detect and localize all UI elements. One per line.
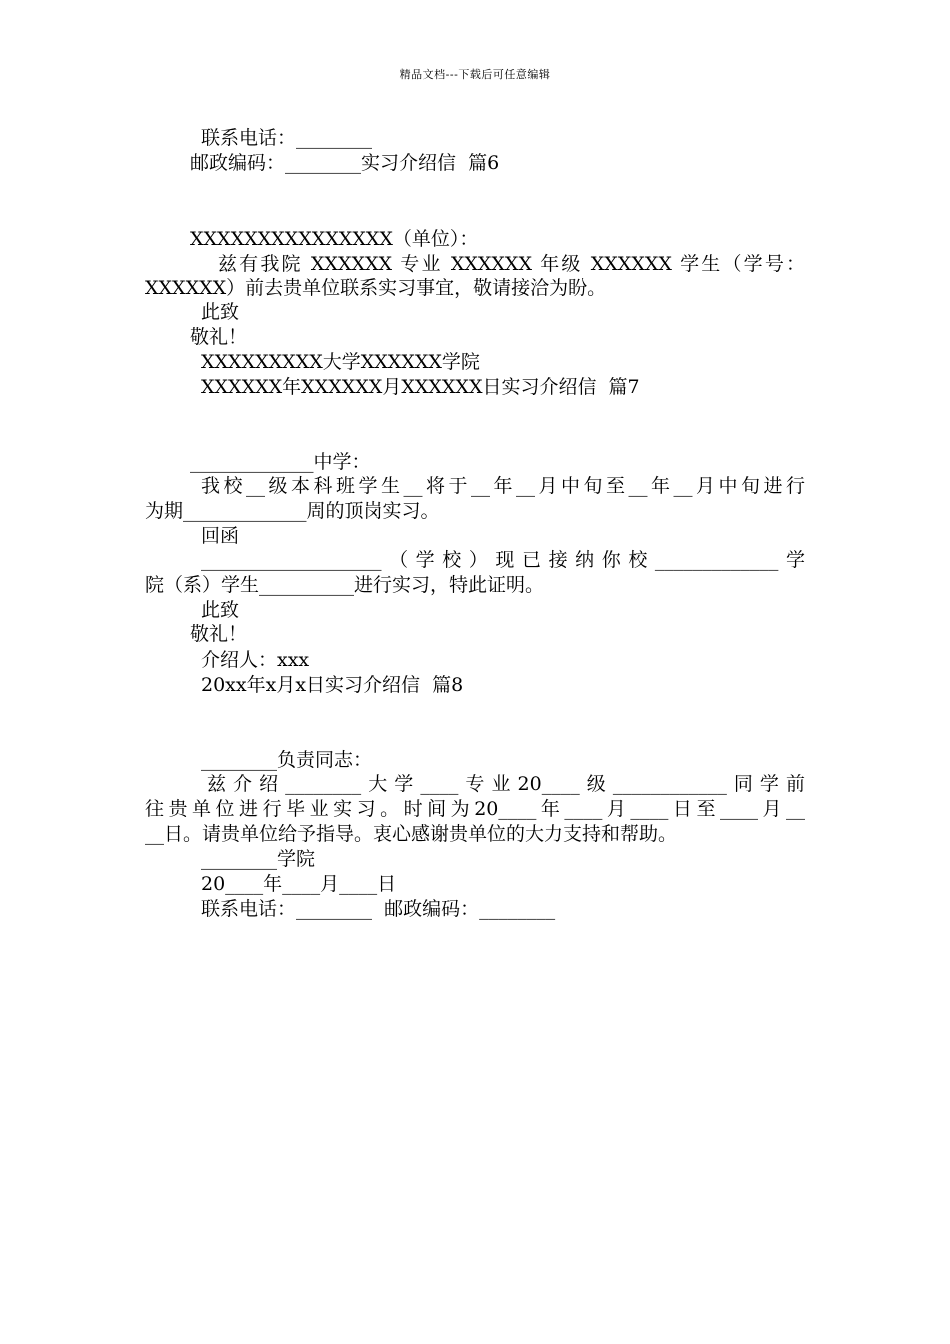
reply-heading: 回函 [201, 525, 240, 547]
body-paragraph-line: ___________________（学校）现已接纳你校_____________学 [201, 549, 805, 571]
signature-line: XXXXXXXXX大学XXXXXX学院 [201, 351, 480, 373]
contact-phone-line: 联系电话：________ [201, 127, 373, 149]
salutation-line: 敬礼！ [190, 623, 248, 645]
date-line: 20____年____月____日 [201, 873, 397, 895]
body-paragraph-line: 我校__级本科班学生__将于__年__月中旬至__年__月中旬进行 [201, 475, 805, 497]
page-header: 精品文档---下载后可任意编辑 [399, 68, 551, 81]
introducer-line: 介绍人：xxx [201, 649, 310, 671]
college-line: ________学院 [201, 848, 316, 870]
contact-postal-line: 联系电话：________ 邮政编码：________ [201, 898, 556, 920]
recipient-unit-line: XXXXXXXXXXXXXXX（单位）： [190, 228, 479, 250]
body-paragraph-line: 兹介绍________大学____专业20____级____________同学前 [207, 773, 805, 795]
salutation-line: 敬礼！ [190, 326, 248, 348]
closing-line: 此致 [201, 599, 240, 621]
closing-line: 此致 [201, 301, 240, 323]
recipient-comrade-line: ________负责同志： [201, 749, 373, 771]
body-paragraph-line: 为期_____________周的顶岗实习。 [145, 500, 440, 522]
body-paragraph-line: 院（系）学生__________进行实习，特此证明。 [145, 574, 545, 596]
recipient-school-line: _____________中学： [190, 451, 371, 473]
postal-code-title-6-line: 邮政编码：________实习介绍信 篇6 [190, 152, 500, 174]
body-paragraph-line: XXXXXX）前去贵单位联系实习事宜，敬请接洽为盼。 [145, 277, 607, 299]
body-paragraph-line: 往贵单位进行毕业实习。时间为20____年____月____日至____月__ [145, 798, 805, 820]
date-title-8-line: 20xx年x月x日实习介绍信 篇8 [201, 674, 464, 696]
date-title-7-line: XXXXXX年XXXXXX月XXXXXX日实习介绍信 篇7 [201, 376, 640, 398]
body-paragraph-line: 兹有我院 XXXXXX 专业 XXXXXX 年级 XXXXXX 学生（学号： [218, 253, 805, 275]
body-paragraph-line: __日。请贵单位给予指导。衷心感谢贵单位的大力支持和帮助。 [145, 823, 678, 845]
